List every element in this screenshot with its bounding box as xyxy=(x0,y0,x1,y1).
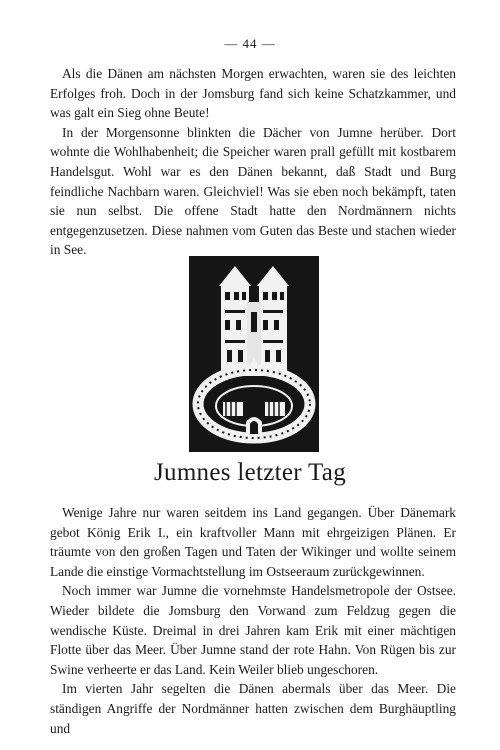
paragraph: Im vierten Jahr segelten die Dänen abermals über das Meer. Die ständigen Angriffe der Nordmänner hatten zwischen dem Burghäuptling und xyxy=(50,681,456,736)
chapter-title: Jumnes letzter Tag xyxy=(153,459,347,486)
paragraph: Wenige Jahre nur waren seitdem ins Land gegangen. Über Dänemark gebot König Erik I., ein kraftvoller Mann mit ehrgeizigen Plänen. Er träumte von den großen Tagen und Taten der Wikinger und wollte seinem Lande die einstige Vormachtstellung im Ostseeraum zurückgewinnen. xyxy=(50,505,456,579)
text-section-top xyxy=(50,64,456,260)
paragraph: In der Morgensonne blinkten die Dächer von Jumne herüber. Dort wohnte die Wohlhabenheit; die Speicher waren prall gefüllt mit kostbarem Handelsgut. Wohl war es den Dänen bekannt, daß Stadt und Burg feindliche Nachbarn waren. Gleichviel! Was sie eben noch bekämpft, taten sie nun selbst. Die offene Stadt hatte den Nordmännern nichts entgegenzusetzen. Diese nahmen vom Guten das Beste und stachen wieder in See. xyxy=(50,124,456,258)
page-number: — 44 — xyxy=(224,36,276,51)
paragraph: Noch immer war Jumne die vornehmste Handelsmetropole der Ostsee. Wieder bildete die Jomsburg den Vorwand zum Feldzug gegen die wendische Küste. Dreimal in drei Jahren kam Erik mit einer mächtigen Flotte über das Meer. Über Jumne stand der rote Hahn. Von Rügen bis zur Swine verheerte er das Land. Kein Weiler blieb ungeschoren. xyxy=(50,583,456,677)
text-section-bottom xyxy=(50,503,456,738)
castle-woodcut-icon xyxy=(189,256,319,452)
paragraph: Als die Dänen am nächsten Morgen erwachten, waren sie des leichten Erfolges froh. Doch in der Jomsburg fand sich keine Schatzkammer, und was galt ein Sieg ohne Beute! xyxy=(50,66,456,121)
